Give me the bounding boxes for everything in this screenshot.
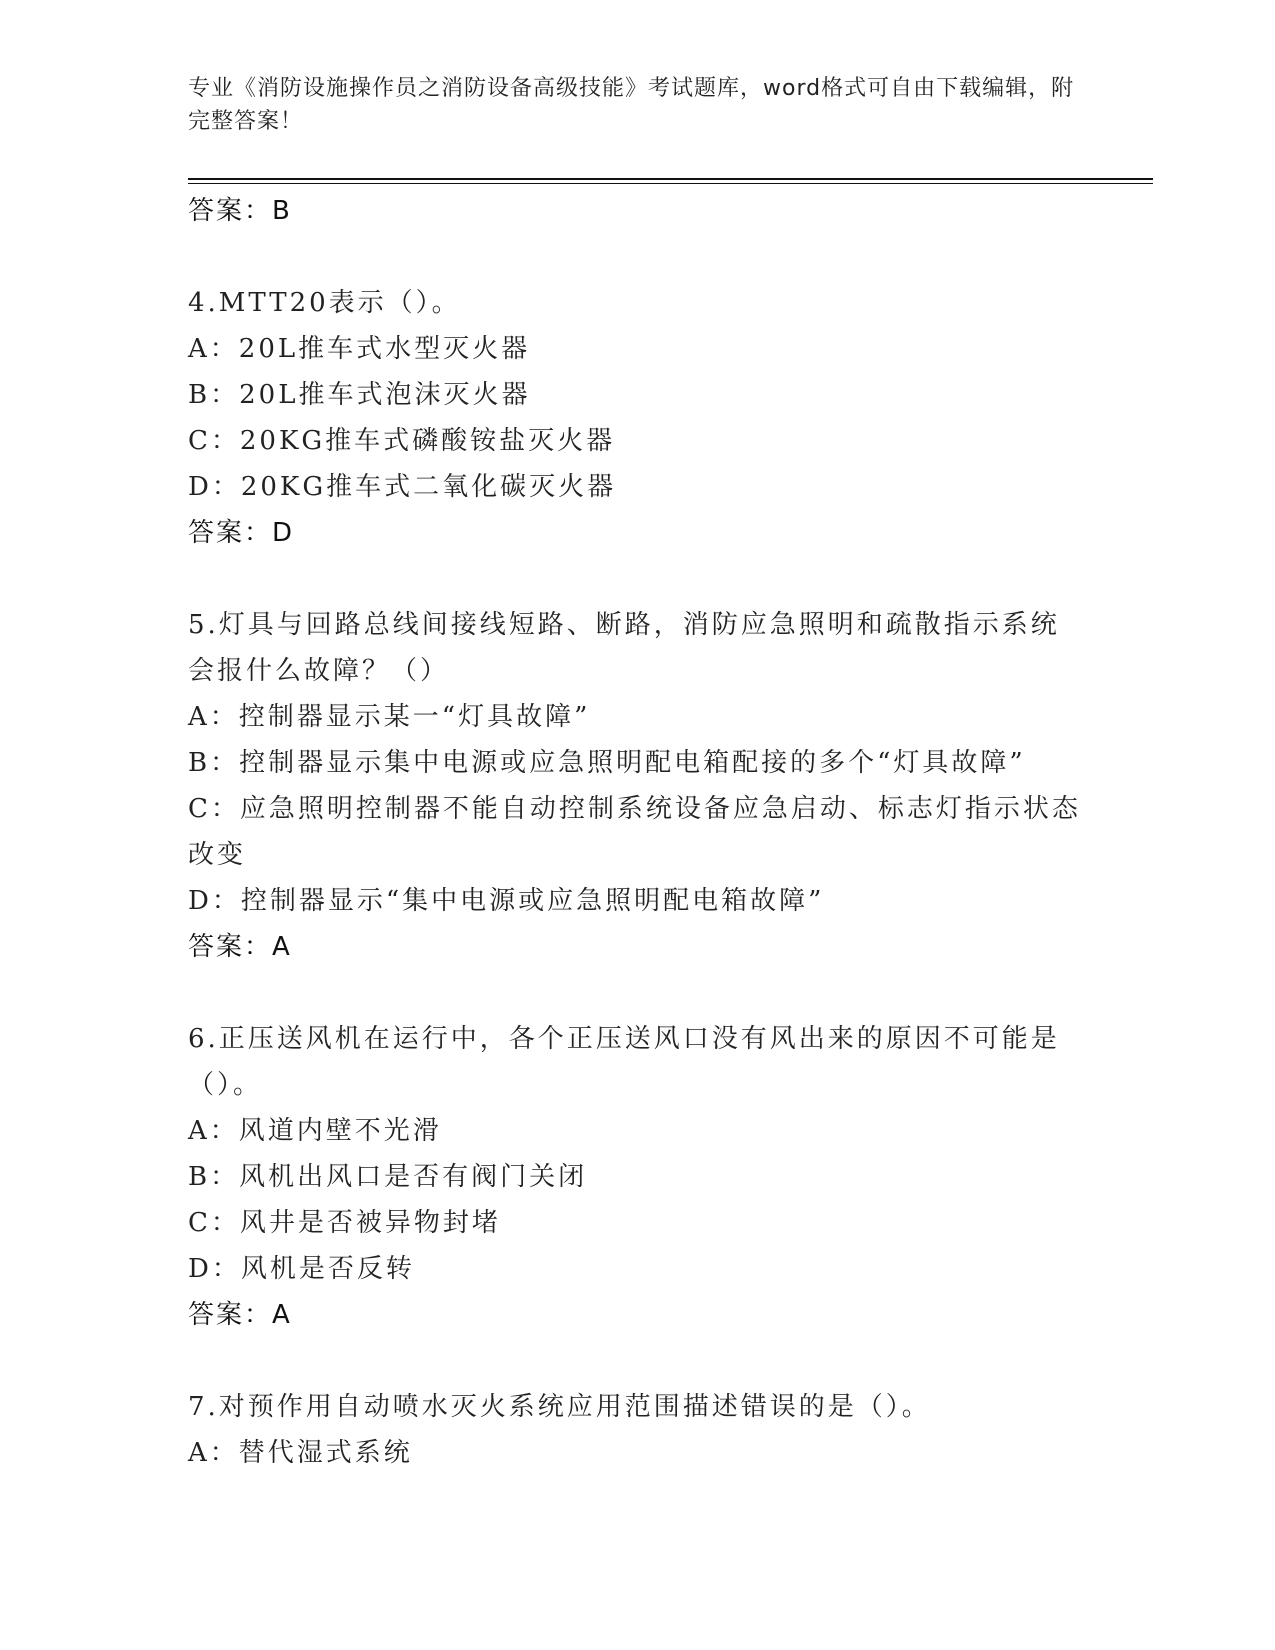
question-stem-line-1: 6.正压送风机在运行中，各个正压送风口没有风出来的原因不可能是 (188, 1024, 1060, 1054)
question-7 (188, 1384, 1088, 1476)
question-stem-line-1: 5.灯具与回路总线间接线短路、断路，消防应急照明和疏散指示系统 (188, 610, 1060, 640)
option-c: C：风井是否被异物封堵 (188, 1208, 501, 1238)
header-divider-thin (188, 183, 1153, 184)
option-a: A：替代湿式系统 (188, 1438, 413, 1468)
option-a: A：20L推车式水型灭火器 (188, 334, 531, 364)
option-d: D：20KG推车式二氧化碳灭火器 (188, 472, 617, 502)
answer-line: 答案：A (188, 1300, 292, 1330)
option-d: D：控制器显示“集中电源或应急照明配电箱故障” (188, 886, 825, 916)
option-c-line-1: C：应急照明控制器不能自动控制系统设备应急启动、标志灯指示状态 (188, 794, 1081, 824)
option-c: C：20KG推车式磷酸铵盐灭火器 (188, 426, 616, 456)
answer-line: 答案：A (188, 932, 292, 962)
spacer (188, 234, 1088, 280)
answer-line: 答案：D (188, 518, 295, 548)
question-content (188, 188, 1088, 1476)
question-5 (188, 602, 1088, 970)
option-b: B：风机出风口是否有阀门关闭 (188, 1162, 588, 1192)
option-c-line-2: 改变 (188, 840, 247, 870)
question-stem: 4.MTT20表示（）。 (188, 288, 461, 318)
option-a: A：风道内壁不光滑 (188, 1116, 442, 1146)
option-a: A：控制器显示某一“灯具故障” (188, 702, 591, 732)
header-divider-thick (188, 178, 1153, 180)
spacer (188, 1338, 1088, 1384)
spacer (188, 556, 1088, 602)
question-stem-line-2: （）。 (188, 1070, 263, 1100)
question-6 (188, 1016, 1088, 1338)
question-4 (188, 280, 1088, 556)
option-b: B：20L推车式泡沫灭火器 (188, 380, 531, 410)
question-stem: 7.对预作用自动喷水灭火系统应用范围描述错误的是（）。 (188, 1392, 931, 1422)
option-b: B：控制器显示集中电源或应急照明配电箱配接的多个“灯具故障” (188, 748, 1026, 778)
spacer (188, 970, 1088, 1016)
page-header: 专业《消防设施操作员之消防设备高级技能》考试题库，word格式可自由下载编辑，附完整答案！ (188, 76, 1075, 134)
answer-line: 答案：B (188, 196, 292, 226)
option-d: D：风机是否反转 (188, 1254, 415, 1284)
question-stem-line-2: 会报什么故障？（） (188, 656, 450, 686)
